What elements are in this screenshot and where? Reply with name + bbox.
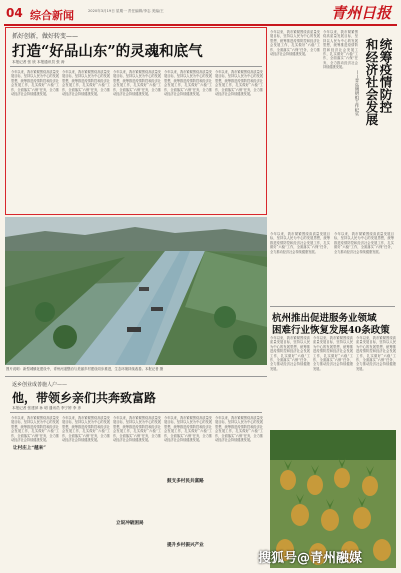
bottom-kicker: 返乡创业成善施人户—— [12,382,68,388]
section-title: 综合新闻 [30,9,74,22]
bottom-byline: 本报记者 张建萍 孙 明 通讯员 李宁婷 李 彦 [12,406,82,410]
lead-col-5: 今年以来，我市紧紧围绕高质量发展目标，坚持以人民为中心的发展思想，统筹推进疫情防控和经济社会发展工作，扎实做好“六稳”工作，全面落实“六保”任务，全力推动经济社会持续健康发展。 [215,70,263,97]
side-headline-2: 和经济社会发展 [364,38,379,126]
river-photo-graphic [5,217,267,365]
side-headline-1: 统筹疫情防控 [378,38,393,113]
bottom-rule [5,376,267,377]
bottom-col-2: 今年以来，我市紧紧围绕高质量发展目标，坚持以人民为中心的发展思想，统筹推进疫情防控和经济社会发展工作，扎实做好“六稳”工作，全面落实“六保”任务，全力推动经济社会持续健康发展。 [62,416,110,443]
bottom-col-3: 今年以来，我市紧紧围绕高质量发展目标，坚持以人民为中心的发展思想，统筹推进疫情防控和经济社会发展工作，扎实做好“六稳”工作，全面落实“六保”任务，全力推动经济社会持续健康发展。 [113,416,161,443]
bottom-col-4: 今年以来，我市紧紧围绕高质量发展目标，坚持以人民为中心的发展思想，统筹推进疫情防控和经济社会发展工作，扎实做好“六稳”工作，全面落实“六保”任务，全力推动经济社会持续健康发展。 [164,416,212,443]
side-subhead: ——青岛调研组工作纪实 [355,70,360,117]
header-rule [4,24,397,26]
side-col-4: 今年以来，我市紧紧围绕高质量发展目标，坚持以人民为中心的发展思想，统筹推进疫情防控和经济社会发展工作，扎实做好“六稳”工作，全面落实“六保”任务，全力推动经济社会持续健康发展。 [334,232,394,254]
lead-col-1: 今年以来，我市紧紧围绕高质量发展目标，坚持以人民为中心的发展思想，统筹推进疫情防控和经济社会发展工作，扎实做好“六稳”工作，全面落实“六保”任务，全力推动经济社会持续健康发展。 [11,70,59,97]
bottom-col-5: 今年以来，我市紧紧围绕高质量发展目标，坚持以人民为中心的发展思想，统筹推进疫情防控和经济社会发展工作，扎实做好“六稳”工作，全面落实“六保”任务，全力推动经济社会持续健康发展。 [215,416,263,443]
lead-kicker: 抓好创新，做好转变—— [12,33,79,40]
bottom-subhead-2: 立说冲破困局 [116,521,144,526]
sohu-watermark: 搜狐号@青州融媒 [258,551,363,566]
hangzhou-rule [270,306,395,307]
page-number: 04 [6,6,23,20]
photo-caption: 图片说明：新型城镇化建设中，青州河道整治与美丽乡村建设同步推进，生态环境持续改善。本报记者 摄 [6,367,164,371]
lead-col-3: 今年以来，我市紧紧围绕高质量发展目标，坚持以人民为中心的发展思想，统筹推进疫情防控和经济社会发展工作，扎实做好“六稳”工作，全面落实“六保”任务，全力推动经济社会持续健康发展。 [113,70,161,97]
bottom-headline: 他，带领乡亲们共奔致富路 [12,391,157,405]
bottom-subrule [10,412,262,413]
lead-col-4: 今年以来，我市紧紧围绕高质量发展目标，坚持以人民为中心的发展思想，统筹推进疫情防控和经济社会发展工作，扎实做好“六稳”工作，全面落实“六保”任务，全力推动经济社会持续健康发展。 [164,70,212,97]
side-col-1: 今年以来，我市紧紧围绕高质量发展目标，坚持以人民为中心的发展思想，统筹推进疫情防控和经济社会发展工作，扎实做好“六稳”工作，全面落实“六保”任务，全力推动经济社会持续健康发展。 [270,30,320,57]
hangzhou-col-2: 今年以来，我市紧紧围绕高质量发展目标，坚持以人民为中心的发展思想，统筹推进疫情防控和经济社会发展工作，扎实做好“六稳”工作，全面落实“六保”任务，全力推动经济社会持续健康发展。 [313,336,353,371]
side-col-3: 今年以来，我市紧紧围绕高质量发展目标，坚持以人民为中心的发展思想，统筹推进疫情防控和经济社会发展工作，扎实做好“六稳”工作，全面落实“六保”任务，全力推动经济社会持续健康发展。 [270,232,330,254]
hangzhou-col-1: 今年以来，我市紧紧围绕高质量发展目标，坚持以人民为中心的发展思想，统筹推进疫情防控和经济社会发展工作，扎实做好“六稳”工作，全面落实“六保”任务，全力推动经济社会持续健康发展。 [270,336,310,371]
bottom-subhead-4: 提升乡村振兴产业 [167,543,204,548]
lead-col-2: 今年以来，我市紧紧围绕高质量发展目标，坚持以人民为中心的发展思想，统筹推进疫情防控和经济社会发展工作，扎实做好“六稳”工作，全面落实“六保”任务，全力推动经济社会持续健康发展。 [62,70,110,97]
lead-rule [10,66,262,67]
river-photo [5,217,267,365]
hangzhou-col-3: 今年以来，我市紧紧围绕高质量发展目标，坚持以人民为中心的发展思想，统筹推进疫情防控和经济社会发展工作，扎实做好“六稳”工作，全面落实“六保”任务，全力推动经济社会持续健康发展。 [356,336,396,371]
bottom-subhead-3: 鼓支多村民共富路 [167,479,204,484]
lead-headline: 打造“好品山东”的灵魂和底气 [12,43,203,60]
hangzhou-headline-1: 杭州推出促进服务业领域 [272,313,377,324]
bottom-col-1: 今年以来，我市紧紧围绕高质量发展目标，坚持以人民为中心的发展思想，统筹推进疫情防控和经济社会发展工作，扎实做好“六稳”工作，全面落实“六保”任务，全力推动经济社会持续健康发展。 [11,416,59,443]
newspaper-logo: 青州日报 [330,4,391,22]
issue-meta: 2020年3月19日 星期一 责任编辑/李志 美编/王 [88,9,164,13]
side-col-2: 今年以来，我市紧紧围绕高质量发展目标，坚持以人民为中心的发展思想，统筹推进疫情防控和经济社会发展工作，扎实做好“六稳”工作，全面落实“六保”任务，全力推动经济社会持续健康发展。 [323,30,358,70]
lead-byline: 本报记者 张 欣 本报通讯员 张 涛 [12,60,65,64]
hangzhou-headline-2: 困难行业恢复发展40条政策 [272,325,390,336]
bottom-subhead-1: 让村庄上“越来” [13,446,46,451]
